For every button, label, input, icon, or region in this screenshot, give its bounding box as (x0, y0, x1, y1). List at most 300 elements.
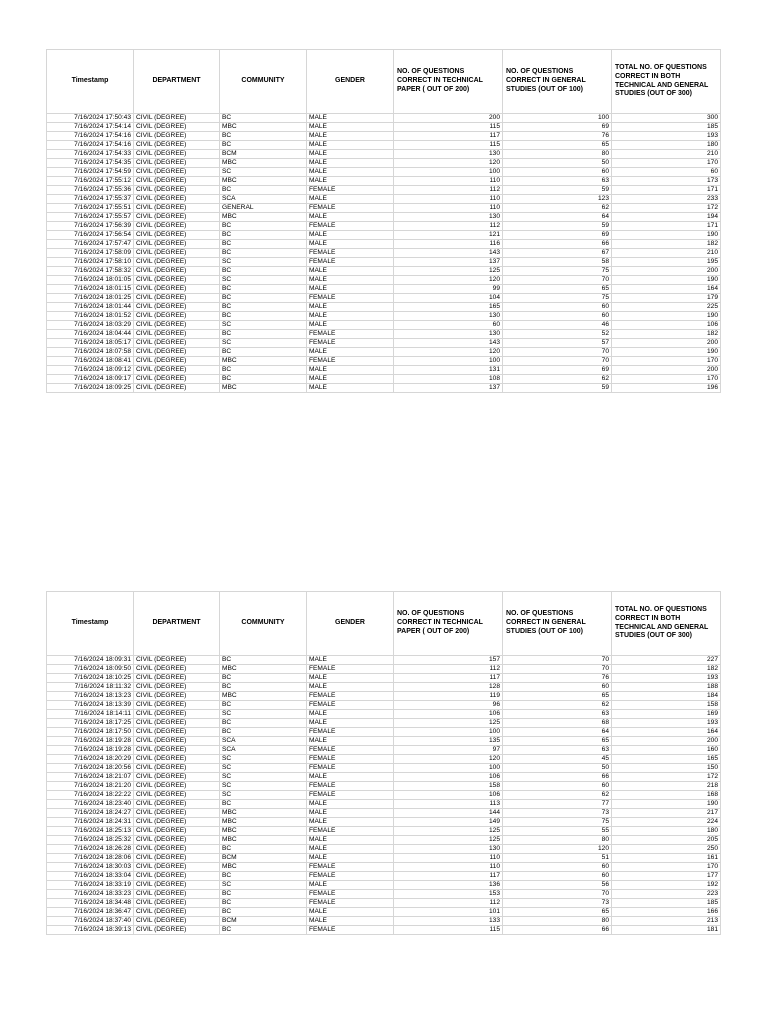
cell-total-score: 200 (612, 366, 721, 375)
cell-total-score: 188 (612, 683, 721, 692)
cell-department: CIVIL (DEGREE) (134, 656, 220, 665)
cell-timestamp: 7/16/2024 18:01:15 (47, 285, 134, 294)
table-row (47, 899, 721, 908)
table-row (47, 222, 721, 231)
cell-community: SC (220, 791, 307, 800)
cell-timestamp: 7/16/2024 18:01:52 (47, 312, 134, 321)
cell-community: MBC (220, 809, 307, 818)
cell-timestamp: 7/16/2024 17:54:16 (47, 141, 134, 150)
cell-community: BCM (220, 854, 307, 863)
cell-gender: MALE (307, 213, 394, 222)
cell-total-score: 179 (612, 294, 721, 303)
table-row (47, 665, 721, 674)
cell-timestamp: 7/16/2024 17:54:16 (47, 132, 134, 141)
cell-technical-score: 130 (394, 312, 503, 321)
cell-technical-score: 117 (394, 132, 503, 141)
cell-timestamp: 7/16/2024 18:24:27 (47, 809, 134, 818)
cell-total-score: 172 (612, 204, 721, 213)
cell-total-score: 193 (612, 719, 721, 728)
cell-timestamp: 7/16/2024 18:22:22 (47, 791, 134, 800)
cell-general-score: 65 (503, 737, 612, 746)
cell-total-score: 210 (612, 249, 721, 258)
cell-community: BC (220, 240, 307, 249)
cell-general-score: 62 (503, 375, 612, 384)
cell-general-score: 69 (503, 231, 612, 240)
cell-total-score: 161 (612, 854, 721, 863)
cell-community: BC (220, 285, 307, 294)
cell-gender: FEMALE (307, 692, 394, 701)
cell-general-score: 77 (503, 800, 612, 809)
cell-timestamp: 7/16/2024 17:55:51 (47, 204, 134, 213)
cell-department: CIVIL (DEGREE) (134, 132, 220, 141)
cell-total-score: 190 (612, 800, 721, 809)
cell-total-score: 185 (612, 899, 721, 908)
cell-total-score: 185 (612, 123, 721, 132)
header-community: COMMUNITY (220, 592, 307, 656)
cell-community: BC (220, 186, 307, 195)
cell-gender: MALE (307, 908, 394, 917)
table-row (47, 872, 721, 881)
cell-timestamp: 7/16/2024 18:01:05 (47, 276, 134, 285)
cell-total-score: 180 (612, 141, 721, 150)
cell-gender: FEMALE (307, 204, 394, 213)
cell-gender: FEMALE (307, 746, 394, 755)
cell-timestamp: 7/16/2024 18:39:13 (47, 926, 134, 935)
cell-department: CIVIL (DEGREE) (134, 231, 220, 240)
cell-gender: MALE (307, 240, 394, 249)
cell-timestamp: 7/16/2024 18:08:41 (47, 357, 134, 366)
cell-department: CIVIL (DEGREE) (134, 863, 220, 872)
cell-technical-score: 117 (394, 674, 503, 683)
cell-timestamp: 7/16/2024 18:34:48 (47, 899, 134, 908)
cell-general-score: 62 (503, 204, 612, 213)
cell-community: BC (220, 899, 307, 908)
cell-department: CIVIL (DEGREE) (134, 285, 220, 294)
cell-gender: MALE (307, 683, 394, 692)
cell-general-score: 63 (503, 710, 612, 719)
cell-general-score: 60 (503, 863, 612, 872)
cell-general-score: 59 (503, 222, 612, 231)
cell-gender: FEMALE (307, 665, 394, 674)
table-row (47, 656, 721, 665)
cell-timestamp: 7/16/2024 17:54:14 (47, 123, 134, 132)
cell-department: CIVIL (DEGREE) (134, 114, 220, 123)
header-department: DEPARTMENT (134, 50, 220, 114)
cell-gender: MALE (307, 845, 394, 854)
cell-gender: MALE (307, 656, 394, 665)
cell-timestamp: 7/16/2024 17:54:35 (47, 159, 134, 168)
cell-technical-score: 99 (394, 285, 503, 294)
cell-total-score: 182 (612, 665, 721, 674)
cell-timestamp: 7/16/2024 18:09:17 (47, 375, 134, 384)
cell-gender: FEMALE (307, 926, 394, 935)
cell-technical-score: 104 (394, 294, 503, 303)
table-row (47, 339, 721, 348)
cell-department: CIVIL (DEGREE) (134, 674, 220, 683)
cell-timestamp: 7/16/2024 17:54:59 (47, 168, 134, 177)
cell-general-score: 65 (503, 141, 612, 150)
cell-community: MBC (220, 123, 307, 132)
cell-department: CIVIL (DEGREE) (134, 276, 220, 285)
results-sheet-2 (46, 591, 721, 935)
cell-department: CIVIL (DEGREE) (134, 827, 220, 836)
cell-community: MBC (220, 863, 307, 872)
cell-total-score: 225 (612, 303, 721, 312)
cell-community: MBC (220, 818, 307, 827)
cell-department: CIVIL (DEGREE) (134, 204, 220, 213)
cell-general-score: 80 (503, 917, 612, 926)
cell-timestamp: 7/16/2024 18:10:25 (47, 674, 134, 683)
cell-general-score: 73 (503, 899, 612, 908)
cell-timestamp: 7/16/2024 18:24:31 (47, 818, 134, 827)
cell-technical-score: 110 (394, 863, 503, 872)
cell-department: CIVIL (DEGREE) (134, 213, 220, 222)
cell-timestamp: 7/16/2024 17:55:36 (47, 186, 134, 195)
cell-technical-score: 137 (394, 384, 503, 393)
table-row (47, 213, 721, 222)
cell-gender: FEMALE (307, 872, 394, 881)
cell-total-score: 224 (612, 818, 721, 827)
cell-total-score: 250 (612, 845, 721, 854)
cell-community: BCM (220, 150, 307, 159)
cell-timestamp: 7/16/2024 18:13:39 (47, 701, 134, 710)
cell-general-score: 50 (503, 159, 612, 168)
table-row (47, 773, 721, 782)
table-row (47, 845, 721, 854)
cell-general-score: 76 (503, 674, 612, 683)
cell-community: MBC (220, 159, 307, 168)
cell-timestamp: 7/16/2024 18:17:25 (47, 719, 134, 728)
cell-total-score: 195 (612, 258, 721, 267)
cell-department: CIVIL (DEGREE) (134, 899, 220, 908)
cell-community: BC (220, 312, 307, 321)
cell-community: MBC (220, 692, 307, 701)
cell-gender: FEMALE (307, 258, 394, 267)
cell-timestamp: 7/16/2024 18:11:32 (47, 683, 134, 692)
cell-total-score: 213 (612, 917, 721, 926)
table-header-row (47, 592, 721, 656)
cell-gender: MALE (307, 917, 394, 926)
cell-department: CIVIL (DEGREE) (134, 782, 220, 791)
cell-technical-score: 130 (394, 150, 503, 159)
cell-timestamp: 7/16/2024 18:20:29 (47, 755, 134, 764)
cell-gender: MALE (307, 375, 394, 384)
cell-general-score: 51 (503, 854, 612, 863)
cell-total-score: 158 (612, 701, 721, 710)
cell-department: CIVIL (DEGREE) (134, 881, 220, 890)
cell-technical-score: 106 (394, 710, 503, 719)
cell-total-score: 60 (612, 168, 721, 177)
cell-total-score: 164 (612, 285, 721, 294)
cell-total-score: 171 (612, 186, 721, 195)
cell-technical-score: 200 (394, 114, 503, 123)
cell-department: CIVIL (DEGREE) (134, 764, 220, 773)
cell-general-score: 45 (503, 755, 612, 764)
cell-department: CIVIL (DEGREE) (134, 755, 220, 764)
cell-gender: FEMALE (307, 863, 394, 872)
table-row (47, 177, 721, 186)
cell-community: MBC (220, 836, 307, 845)
cell-total-score: 170 (612, 357, 721, 366)
cell-department: CIVIL (DEGREE) (134, 773, 220, 782)
cell-department: CIVIL (DEGREE) (134, 186, 220, 195)
table-row (47, 357, 721, 366)
table-row (47, 917, 721, 926)
cell-department: CIVIL (DEGREE) (134, 384, 220, 393)
cell-community: BC (220, 375, 307, 384)
cell-gender: MALE (307, 737, 394, 746)
cell-department: CIVIL (DEGREE) (134, 375, 220, 384)
header-community: COMMUNITY (220, 50, 307, 114)
cell-community: BC (220, 890, 307, 899)
header-technical-score: NO. OF QUESTIONS CORRECT IN TECHNICAL PAPER ( OUT OF 200) (394, 592, 503, 656)
table-row (47, 746, 721, 755)
cell-general-score: 66 (503, 240, 612, 249)
cell-general-score: 52 (503, 330, 612, 339)
cell-timestamp: 7/16/2024 18:33:23 (47, 890, 134, 899)
cell-department: CIVIL (DEGREE) (134, 249, 220, 258)
cell-technical-score: 120 (394, 159, 503, 168)
cell-gender: MALE (307, 710, 394, 719)
table-row (47, 384, 721, 393)
cell-community: MBC (220, 177, 307, 186)
cell-timestamp: 7/16/2024 18:13:23 (47, 692, 134, 701)
cell-technical-score: 119 (394, 692, 503, 701)
cell-general-score: 123 (503, 195, 612, 204)
table-row (47, 240, 721, 249)
cell-total-score: 200 (612, 737, 721, 746)
cell-timestamp: 7/16/2024 18:36:47 (47, 908, 134, 917)
cell-total-score: 190 (612, 276, 721, 285)
table-row (47, 692, 721, 701)
cell-general-score: 69 (503, 366, 612, 375)
cell-gender: FEMALE (307, 728, 394, 737)
cell-technical-score: 115 (394, 141, 503, 150)
cell-timestamp: 7/16/2024 18:20:56 (47, 764, 134, 773)
cell-department: CIVIL (DEGREE) (134, 330, 220, 339)
cell-community: SC (220, 710, 307, 719)
cell-general-score: 60 (503, 782, 612, 791)
cell-total-score: 172 (612, 773, 721, 782)
header-timestamp: Timestamp (47, 50, 134, 114)
cell-community: BC (220, 231, 307, 240)
cell-general-score: 80 (503, 836, 612, 845)
cell-technical-score: 157 (394, 656, 503, 665)
cell-gender: MALE (307, 177, 394, 186)
cell-gender: FEMALE (307, 755, 394, 764)
cell-community: MBC (220, 665, 307, 674)
table-header-row (47, 50, 721, 114)
table-row (47, 114, 721, 123)
cell-total-score: 182 (612, 330, 721, 339)
cell-technical-score: 120 (394, 348, 503, 357)
cell-community: SC (220, 782, 307, 791)
cell-community: BC (220, 222, 307, 231)
table-row (47, 908, 721, 917)
cell-gender: MALE (307, 150, 394, 159)
cell-total-score: 173 (612, 177, 721, 186)
table-row (47, 881, 721, 890)
cell-department: CIVIL (DEGREE) (134, 168, 220, 177)
table-row (47, 710, 721, 719)
table-row (47, 276, 721, 285)
cell-technical-score: 125 (394, 836, 503, 845)
cell-department: CIVIL (DEGREE) (134, 791, 220, 800)
cell-technical-score: 106 (394, 791, 503, 800)
cell-technical-score: 120 (394, 755, 503, 764)
cell-general-score: 67 (503, 249, 612, 258)
header-department: DEPARTMENT (134, 592, 220, 656)
cell-department: CIVIL (DEGREE) (134, 321, 220, 330)
cell-total-score: 171 (612, 222, 721, 231)
cell-total-score: 210 (612, 150, 721, 159)
cell-timestamp: 7/16/2024 18:09:25 (47, 384, 134, 393)
table-row (47, 827, 721, 836)
table-row (47, 366, 721, 375)
cell-timestamp: 7/16/2024 18:33:19 (47, 881, 134, 890)
cell-community: MBC (220, 384, 307, 393)
cell-gender: FEMALE (307, 249, 394, 258)
cell-total-score: 168 (612, 791, 721, 800)
cell-technical-score: 131 (394, 366, 503, 375)
cell-technical-score: 153 (394, 890, 503, 899)
cell-community: MBC (220, 827, 307, 836)
cell-gender: FEMALE (307, 899, 394, 908)
cell-department: CIVIL (DEGREE) (134, 312, 220, 321)
cell-community: BC (220, 294, 307, 303)
cell-department: CIVIL (DEGREE) (134, 710, 220, 719)
cell-technical-score: 110 (394, 177, 503, 186)
cell-total-score: 190 (612, 231, 721, 240)
cell-total-score: 190 (612, 348, 721, 357)
cell-timestamp: 7/16/2024 17:56:39 (47, 222, 134, 231)
cell-department: CIVIL (DEGREE) (134, 818, 220, 827)
cell-technical-score: 143 (394, 249, 503, 258)
table-row (47, 123, 721, 132)
cell-timestamp: 7/16/2024 18:09:50 (47, 665, 134, 674)
cell-technical-score: 60 (394, 321, 503, 330)
header-timestamp: Timestamp (47, 592, 134, 656)
cell-total-score: 184 (612, 692, 721, 701)
cell-technical-score: 117 (394, 872, 503, 881)
cell-community: GENERAL (220, 204, 307, 213)
cell-timestamp: 7/16/2024 17:58:09 (47, 249, 134, 258)
cell-community: BC (220, 683, 307, 692)
cell-timestamp: 7/16/2024 17:55:37 (47, 195, 134, 204)
cell-gender: MALE (307, 719, 394, 728)
cell-community: SC (220, 168, 307, 177)
table-row (47, 764, 721, 773)
cell-technical-score: 125 (394, 827, 503, 836)
cell-timestamp: 7/16/2024 18:33:04 (47, 872, 134, 881)
table-row (47, 330, 721, 339)
cell-total-score: 150 (612, 764, 721, 773)
cell-general-score: 73 (503, 809, 612, 818)
cell-department: CIVIL (DEGREE) (134, 665, 220, 674)
cell-community: BC (220, 303, 307, 312)
cell-timestamp: 7/16/2024 17:54:33 (47, 150, 134, 159)
cell-general-score: 70 (503, 357, 612, 366)
cell-gender: FEMALE (307, 357, 394, 366)
cell-general-score: 75 (503, 818, 612, 827)
cell-gender: MALE (307, 114, 394, 123)
cell-technical-score: 110 (394, 204, 503, 213)
cell-gender: FEMALE (307, 890, 394, 899)
cell-community: MBC (220, 213, 307, 222)
cell-community: BC (220, 330, 307, 339)
cell-department: CIVIL (DEGREE) (134, 366, 220, 375)
cell-general-score: 57 (503, 339, 612, 348)
cell-general-score: 60 (503, 303, 612, 312)
cell-gender: MALE (307, 195, 394, 204)
cell-technical-score: 100 (394, 168, 503, 177)
cell-timestamp: 7/16/2024 18:01:25 (47, 294, 134, 303)
table-row (47, 375, 721, 384)
cell-community: BC (220, 348, 307, 357)
cell-gender: FEMALE (307, 330, 394, 339)
cell-total-score: 205 (612, 836, 721, 845)
cell-community: SCA (220, 195, 307, 204)
cell-general-score: 60 (503, 168, 612, 177)
cell-department: CIVIL (DEGREE) (134, 683, 220, 692)
cell-general-score: 58 (503, 258, 612, 267)
cell-community: BCM (220, 917, 307, 926)
cell-technical-score: 110 (394, 195, 503, 204)
cell-timestamp: 7/16/2024 18:05:17 (47, 339, 134, 348)
cell-total-score: 165 (612, 755, 721, 764)
cell-general-score: 60 (503, 683, 612, 692)
cell-technical-score: 135 (394, 737, 503, 746)
cell-total-score: 177 (612, 872, 721, 881)
table-row (47, 249, 721, 258)
cell-community: BC (220, 267, 307, 276)
table-row (47, 890, 721, 899)
cell-gender: MALE (307, 276, 394, 285)
cell-department: CIVIL (DEGREE) (134, 737, 220, 746)
cell-total-score: 233 (612, 195, 721, 204)
cell-timestamp: 7/16/2024 18:19:28 (47, 737, 134, 746)
cell-community: BC (220, 872, 307, 881)
cell-technical-score: 143 (394, 339, 503, 348)
cell-technical-score: 106 (394, 773, 503, 782)
cell-department: CIVIL (DEGREE) (134, 240, 220, 249)
cell-technical-score: 137 (394, 258, 503, 267)
cell-community: BC (220, 926, 307, 935)
cell-timestamp: 7/16/2024 18:25:13 (47, 827, 134, 836)
cell-general-score: 56 (503, 881, 612, 890)
cell-timestamp: 7/16/2024 18:04:44 (47, 330, 134, 339)
cell-total-score: 227 (612, 656, 721, 665)
cell-community: BC (220, 656, 307, 665)
cell-general-score: 59 (503, 384, 612, 393)
cell-technical-score: 125 (394, 267, 503, 276)
cell-department: CIVIL (DEGREE) (134, 719, 220, 728)
cell-gender: FEMALE (307, 764, 394, 773)
cell-general-score: 64 (503, 213, 612, 222)
table-row (47, 258, 721, 267)
cell-gender: FEMALE (307, 791, 394, 800)
cell-department: CIVIL (DEGREE) (134, 800, 220, 809)
cell-general-score: 55 (503, 827, 612, 836)
table-row (47, 755, 721, 764)
cell-total-score: 193 (612, 674, 721, 683)
cell-general-score: 75 (503, 294, 612, 303)
cell-timestamp: 7/16/2024 18:19:28 (47, 746, 134, 755)
cell-community: BC (220, 728, 307, 737)
cell-community: SC (220, 321, 307, 330)
header-gender: GENDER (307, 50, 394, 114)
cell-technical-score: 121 (394, 231, 503, 240)
